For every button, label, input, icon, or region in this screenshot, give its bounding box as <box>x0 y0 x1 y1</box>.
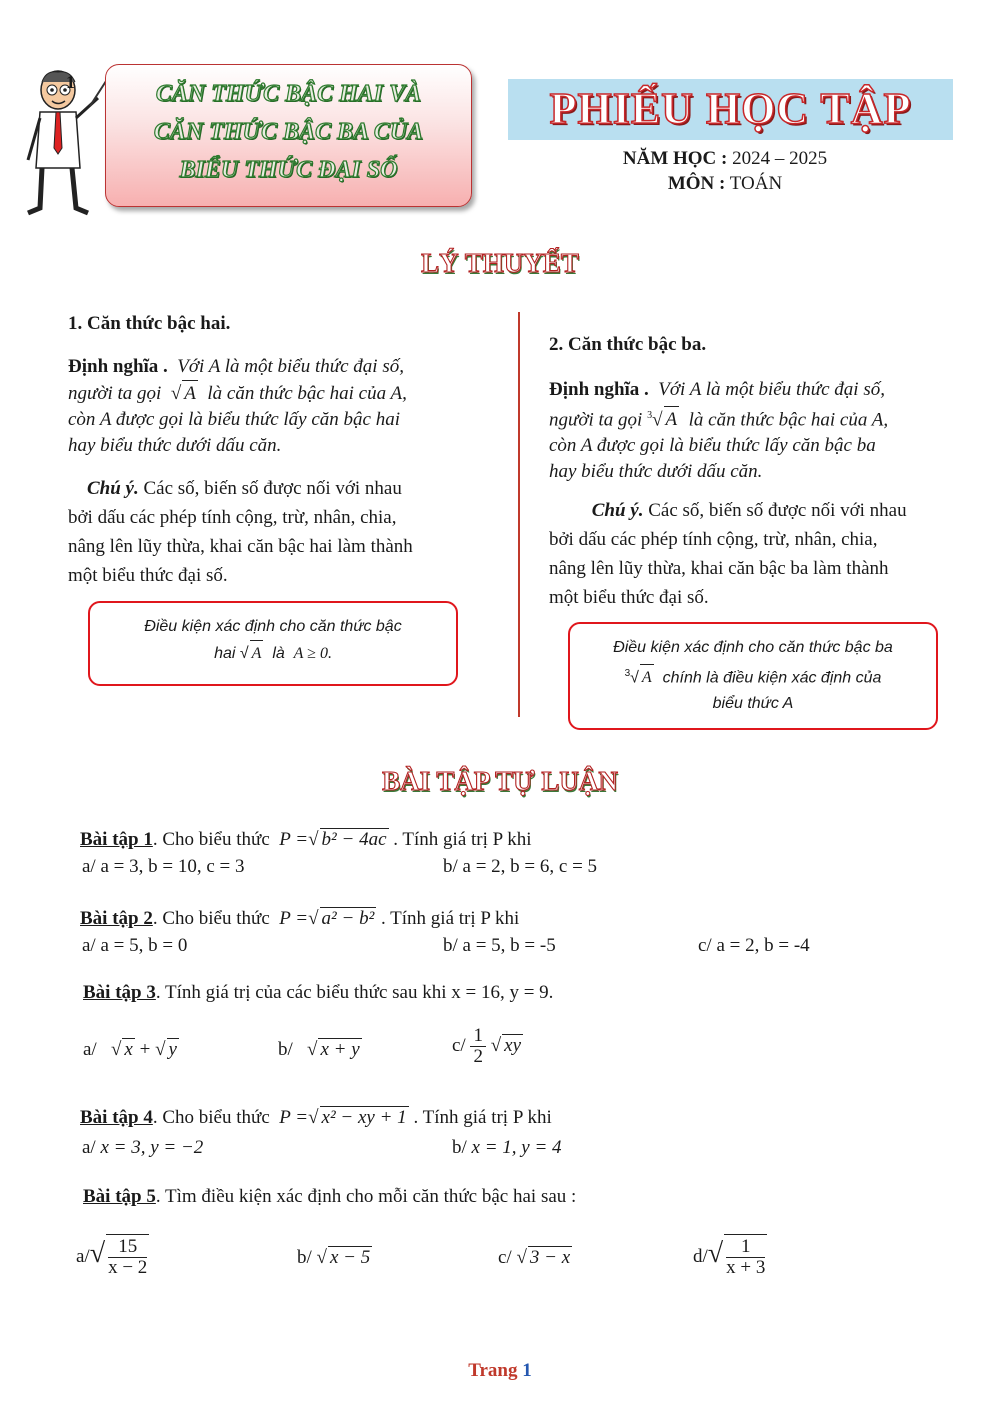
right-note-1: Các số, biến số được nối với nhau <box>648 500 907 521</box>
exercise-4: Bài tập 4. Cho biểu thức P =√ x² − xy + 1 . Tính giá trị P khi <box>80 1107 552 1128</box>
left-def-4: hay biểu thức dưới dấu căn. <box>68 435 282 456</box>
ex5-part-a: a/√ $\frac{15}{x - 2}$ <box>76 1236 148 1278</box>
left-box-line-1: Điều kiện xác định cho căn thức bậc <box>144 618 402 635</box>
ex4-text-b: . Tính giá trị P khi <box>413 1107 552 1128</box>
topic-line-3: BIỂU THỨC ĐẠI SỐ <box>179 157 398 183</box>
ex5-b-label: b/ <box>297 1247 312 1268</box>
left-definition: Định nghĩa . Với A là một biểu thức đại số, người ta gọi √ A là căn thức bậc hai của A, còn A được gọi là biểu thức lấy căn bậc hai hay biểu thức dưới dấu căn. <box>68 354 498 459</box>
right-note-3: nâng lên lũy thừa, khai căn bậc ba làm thành <box>549 558 889 579</box>
right-box-2b: chính là điều kiện xác định của <box>662 669 882 687</box>
ex5-text: . Tìm điều kiện xác định cho mỗi căn thức bậc hai sau : <box>155 1186 577 1207</box>
ex4-part-a <box>82 1137 203 1159</box>
ex1-radicand: b² − 4ac <box>321 829 387 850</box>
left-condition-box: Điều kiện xác định cho căn thức bậc hai √ A là A ≥ 0. <box>88 601 458 686</box>
ex1-part-b: b/ a = 2, b = 6, c = 5 <box>443 856 598 877</box>
column-divider <box>518 312 520 717</box>
ex4-lhs: P = <box>279 1107 309 1128</box>
year-value: 2024 – 2025 <box>732 148 828 169</box>
left-def-2b: là căn thức bậc hai của A, <box>207 383 407 404</box>
ex1-label: Bài tập 1 <box>80 829 153 850</box>
teacher-illustration <box>20 68 110 218</box>
ex5-d-num: 1 <box>726 1237 765 1258</box>
left-def-label: Định nghĩa . <box>68 356 168 377</box>
left-def-3: còn A được gọi là biểu thức lấy căn bậc hai <box>68 409 400 430</box>
left-def-2a: người ta gọi <box>68 383 162 404</box>
ex3-a-label: a/ <box>83 1039 97 1060</box>
right-def-radicand: A <box>664 406 680 433</box>
right-def-3: còn A được gọi là biểu thức lấy căn bậc ba <box>549 435 876 457</box>
ex1-text-b: . Tính giá trị P khi <box>393 829 532 850</box>
ex3-part-a: a/ √ x + √ y <box>83 1039 177 1060</box>
ex4-label: Bài tập 4 <box>80 1107 153 1128</box>
ex5-c-rad: 3 − x <box>529 1247 571 1268</box>
year-label: NĂM HỌC : <box>622 148 728 169</box>
right-box-line-1: Điều kiện xác định cho căn thức bậc ba <box>613 639 893 656</box>
ex1-lhs: P = <box>279 829 309 850</box>
ex2-text-a: . Cho biểu thức <box>152 908 270 929</box>
left-box-2a: hai <box>214 645 236 662</box>
ex4-b-value: x = 1, y = 4 <box>471 1137 562 1158</box>
subject-value: TOÁN <box>729 173 783 194</box>
ex3-a-rad1: x <box>124 1039 133 1060</box>
left-def-radicand: A <box>182 380 198 407</box>
right-definition: Định nghĩa . Với A là một biểu thức đại số, người ta gọi $^3$√ A là căn thức bậc hai của A, còn A được gọi là biểu thức lấy căn bậc ba hay biểu thức dưới dấu căn. <box>549 377 969 485</box>
ex5-part-b: b/ √ x − 5 <box>297 1247 371 1268</box>
right-note-label: Chú ý. <box>591 500 644 521</box>
right-box-radicand: A <box>640 664 654 691</box>
subject-label: MÔN : <box>667 173 726 194</box>
ex3-c-label: c/ <box>452 1034 466 1056</box>
ex3-part-c: c/ $\frac{1}{2}$ √ xy <box>452 1025 522 1067</box>
ex4-radicand: x² − xy + 1 <box>321 1107 407 1128</box>
right-def-2b: là căn thức bậc hai của A, <box>688 409 889 431</box>
ex5-a-den: x − 2 <box>108 1257 148 1278</box>
ex3-c-num: 1 <box>470 1026 486 1047</box>
right-def-1: Với A là một biểu thức đại số, <box>658 379 885 400</box>
right-note <box>549 496 969 612</box>
page-footer <box>0 1360 1000 1382</box>
left-box-radicand: A <box>250 640 264 667</box>
ex2-text-b: . Tính giá trị P khi <box>381 908 520 929</box>
ex2-part-b: b/ a = 5, b = -5 <box>443 935 556 956</box>
ex5-d-den: x + 3 <box>726 1257 766 1278</box>
title-banner <box>508 79 953 140</box>
right-condition-box: Điều kiện xác định cho căn thức bậc ba $^3$√ A chính là điều kiện xác định của biểu thức A <box>568 622 938 730</box>
subject <box>560 173 890 195</box>
left-note-1: Các số, biến số được nối với nhau <box>143 478 402 499</box>
ex2-part-c: c/ a = 2, b = -4 <box>698 935 810 956</box>
ex3-text: . Tính giá trị của các biểu thức sau khi x = 16, y = 9. <box>155 982 554 1003</box>
topic-box <box>105 64 472 207</box>
theory-title: LÝ THUYẾT <box>421 248 579 278</box>
ex3-a-plus: + <box>139 1039 151 1060</box>
ex5-label: Bài tập 5 <box>83 1186 156 1207</box>
exercise-2: Bài tập 2. Cho biểu thức P =√ a² − b² . Tính giá trị P khi <box>80 908 520 929</box>
left-heading: 1. Căn thức bậc hai. <box>68 313 231 334</box>
page-number: 1 <box>522 1360 532 1381</box>
ex4-a-value: x = 3, y = −2 <box>100 1137 204 1158</box>
ex2-radicand: a² − b² <box>321 908 375 929</box>
right-heading: 2. Căn thức bậc ba. <box>549 334 707 355</box>
ex5-part-d: d/√ $\frac{1}{x + 3}$ <box>693 1236 766 1278</box>
school-year <box>560 148 890 170</box>
exercises-title: BÀI TẬP TỰ LUẬN <box>382 766 618 796</box>
ex5-c-label: c/ <box>498 1247 512 1268</box>
exercise-5 <box>83 1186 576 1208</box>
ex5-b-rad: x − 5 <box>329 1247 371 1268</box>
right-def-4: hay biểu thức dưới dấu căn. <box>549 461 763 483</box>
ex3-c-rad: xy <box>504 1034 522 1056</box>
left-note <box>68 474 498 590</box>
ex4-text-a: . Cho biểu thức <box>152 1107 270 1128</box>
ex3-label: Bài tập 3 <box>83 982 156 1003</box>
right-box-line-3: biểu thức A <box>712 695 794 713</box>
ex5-a-num: 15 <box>108 1237 147 1258</box>
topic-line-2: CĂN THỨC BẬC BA CỦA <box>153 119 424 145</box>
exercise-3 <box>83 982 553 1004</box>
page-label: Trang <box>468 1360 518 1381</box>
ex5-a-label: a/ <box>76 1245 90 1267</box>
right-def-label: Định nghĩa . <box>549 379 649 400</box>
right-def-2a: người ta gọi <box>549 409 643 431</box>
ex2-label: Bài tập 2 <box>80 908 153 929</box>
left-def-1: Với A là một biểu thức đại số, <box>177 356 404 377</box>
ex2-lhs: P = <box>279 908 309 929</box>
left-note-4: một biểu thức đại số. <box>68 565 228 586</box>
number-tag: 1 <box>66 72 75 92</box>
left-box-2b: là <box>272 645 285 662</box>
banner-title: PHIẾU HỌC TẬP <box>549 84 912 133</box>
ex5-part-c: c/ √ 3 − x <box>498 1247 571 1268</box>
left-box-condition: A ≥ 0. <box>293 645 332 662</box>
left-note-2: bởi dấu các phép tính cộng, trừ, nhân, chia, <box>68 507 397 528</box>
ex1-part-a: a/ a = 3, b = 10, c = 3 <box>82 856 245 877</box>
left-note-label: Chú ý. <box>87 478 139 499</box>
ex3-c-den: 2 <box>473 1046 483 1067</box>
exercise-1: Bài tập 1. Cho biểu thức P =√ b² − 4ac . Tính giá trị P khi <box>80 829 532 850</box>
ex4-a-label: a/ <box>82 1137 96 1158</box>
right-note-4: một biểu thức đại số. <box>549 587 709 608</box>
ex3-a-rad2: y <box>168 1039 177 1060</box>
ex1-text-a: . Cho biểu thức <box>152 829 270 850</box>
ex3-part-b: b/ √ x + y <box>278 1039 360 1060</box>
ex4-b-label: b/ <box>452 1137 467 1158</box>
ex4-part-b <box>452 1137 562 1159</box>
ex5-d-label: d/ <box>693 1245 708 1267</box>
ex2-part-a: a/ a = 5, b = 0 <box>82 935 188 956</box>
ex3-b-rad: x + y <box>320 1039 360 1060</box>
ex3-b-label: b/ <box>278 1039 293 1060</box>
topic-line-1: CĂN THỨC BẬC HAI VÀ <box>155 81 422 107</box>
right-note-2: bởi dấu các phép tính cộng, trừ, nhân, chia, <box>549 529 878 550</box>
left-note-3: nâng lên lũy thừa, khai căn bậc hai làm thành <box>68 536 413 557</box>
